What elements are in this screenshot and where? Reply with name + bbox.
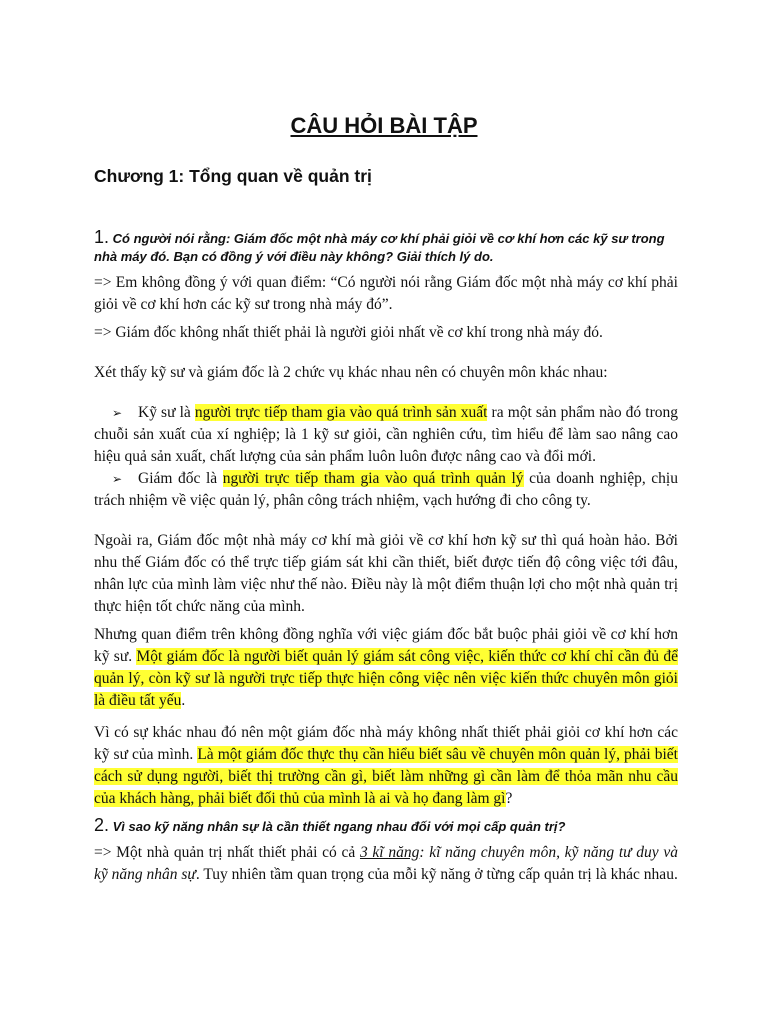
question-text: Vì sao kỹ năng nhân sự là cần thiết ngang nhau đối với mọi cấp quản trị? [112, 819, 566, 834]
highlighted-text: người trực tiếp tham gia vào quá trình sản xuất [194, 404, 488, 421]
question-text: Có người nói rằng: Giám đốc một nhà máy cơ khí phải giỏi về cơ khí hơn các kỹ sư trong nhà máy đó. Bạn có đồng ý với điều này không? Giải thích lý do. [94, 231, 665, 264]
answer-paragraph: Nhưng quan điểm trên không đồng nghĩa với việc giám đốc bắt buộc phải giỏi về cơ khí hơn kỹ sư. Một giám đốc là người biết quản lý giám sát công việc, kiến thức cơ khí chỉ cần đủ để quản lý, còn kỹ sư là người trực tiếp thực hiện công việc nên việc kiến thức chuyên môn giỏi là điều tất yếu. [94, 626, 678, 709]
highlighted-text: Một giám đốc là người biết quản lý giám sát công việc, kiến thức cơ khí chỉ cần đủ để quản lý, còn kỹ sư là người trực tiếp thực hiện công việc nên việc kiến thức chuyên môn giỏi là điều tất yếu [94, 648, 678, 709]
chapter-heading: Chương 1: Tổng quan về quản trị [94, 166, 372, 186]
content [94, 210, 678, 886]
bullet-item-engineer: ➢ Kỹ sư là người trực tiếp tham gia vào quá trình sản xuất ra một sản phẩm nào đó trong chuỗi sản xuất của xí nghiệp; là 1 kỹ sư giỏi, cần nghiên cứu, tìm hiểu để làm sao nâng cao hiệu quả sản xuất, chất lượng của sản phẩm luôn luôn được nâng cao và đổi mới. [94, 404, 678, 465]
question-1 [94, 228, 678, 266]
italic-text: kĩ năng chuyên môn, kỹ năng tư duy và kỹ năng nhân sự [94, 844, 678, 883]
arrow-bullet-icon: ➢ [112, 406, 123, 420]
page-title: CÂU HỎI BÀI TẬP [290, 113, 478, 138]
answer-paragraph: Xét thấy kỹ sư và giám đốc là 2 chức vụ khác nhau nên có chuyên môn khác nhau: [94, 364, 608, 381]
answer-paragraph: Vì có sự khác nhau đó nên một giám đốc nhà máy không nhất thiết phải giỏi cơ khí hơn các kỹ sư của mình. Là một giám đốc thực thụ cần hiểu biết sâu về chuyên môn quản lý, phải biết cách sử dụng người, biết thị trường cần gì, biết làm những gì cần làm để thỏa mãn nhu cầu của khách hàng, phải biết đối thủ của mình là ai và họ đang làm gì? [94, 724, 678, 807]
arrow-bullet-icon: ➢ [112, 472, 123, 486]
question-2 [94, 816, 678, 836]
bullet-item-director: ➢ Giám đốc là người trực tiếp tham gia vào quá trình quản lý của doanh nghiệp, chịu trách nhiệm về việc quản lý, phân công trách nhiệm, vạch hướng đi cho công ty. [94, 470, 678, 509]
underlined-text: 3 kĩ năng [359, 844, 420, 861]
answer-paragraph: Ngoài ra, Giám đốc một nhà máy cơ khí mà giỏi về cơ khí hơn kỹ sư thì quá hoàn hảo. Bởi nhu thế Giám đốc có thể trực tiếp giám sát khi cần thiết, biết được tiến độ công việc tới đâu, nhân lực của mình làm việc như thế nào. Điều này là một điểm thuận lợi cho một nhà quản trị thực hiện tốt chức năng của mình. [94, 532, 678, 615]
question-number: 2. [94, 815, 110, 835]
answer-paragraph: => Một nhà quản trị nhất thiết phải có cả 3 kĩ năng: kĩ năng chuyên môn, kỹ năng tư duy và kỹ năng nhân sự. Tuy nhiên tầm quan trọng của mỗi kỹ năng ở từng cấp quản trị là khác nhau. [94, 844, 678, 883]
answer-line: => Em không đồng ý với quan điểm: “Có người nói rằng Giám đốc một nhà máy cơ khí phải giỏi về cơ khí hơn các kỹ sư trong nhà máy đó”. [94, 274, 678, 313]
highlighted-text: Là một giám đốc thực thụ cần hiểu biết sâu về chuyên môn quản lý, phải biết cách sử dụng người, biết thị trường cần gì, biết làm những gì cần làm để thỏa mãn nhu cầu của khách hàng, phải biết đối thủ của mình là ai và họ đang làm gì [94, 746, 678, 807]
answer-line: => Giám đốc không nhất thiết phải là người giỏi nhất về cơ khí trong nhà máy đó. [94, 324, 603, 341]
question-number: 1. [94, 227, 110, 247]
highlighted-text: người trực tiếp tham gia vào quá trình quản lý [222, 470, 524, 487]
